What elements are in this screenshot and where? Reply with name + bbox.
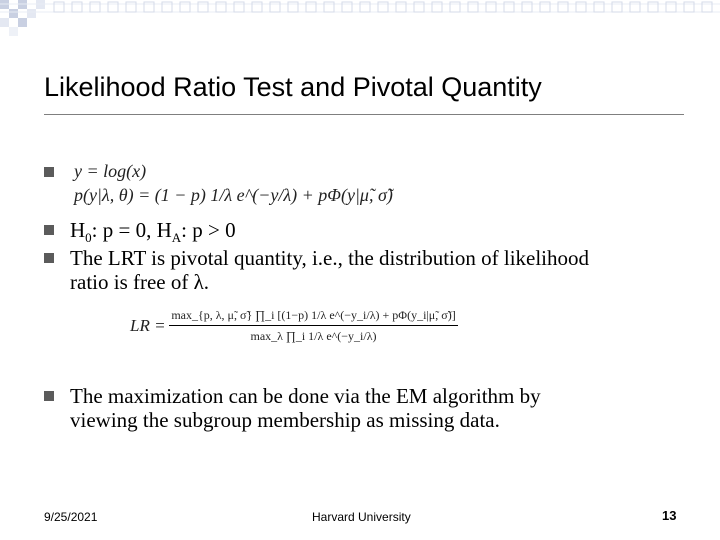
slide-title: Likelihood Ratio Test and Pivotal Quantity bbox=[44, 72, 542, 102]
footer-institution: Harvard University bbox=[312, 510, 411, 524]
square-bullet-icon bbox=[44, 225, 55, 236]
lr-fraction bbox=[169, 308, 457, 344]
em-text-line-2: viewing the subgroup membership as missing data. bbox=[70, 408, 500, 432]
likelihood-formula bbox=[74, 160, 393, 206]
decorative-checker-band bbox=[0, 0, 720, 45]
footer-date: 9/25/2021 bbox=[44, 510, 98, 524]
lr-denominator: max_λ ∏_i 1/λ e^(−y_i/λ) bbox=[250, 329, 377, 343]
title-divider bbox=[44, 114, 684, 115]
formula-line-2: p(y|λ, θ) = (1 − p) 1/λ e^(−y/λ) + pΦ(y|μ̃, σ̃) bbox=[74, 185, 393, 205]
h0-condition: : p = 0, H bbox=[91, 218, 172, 242]
lr-formula bbox=[130, 308, 458, 344]
ha-condition: : p > 0 bbox=[181, 218, 236, 242]
ha-subscript: A bbox=[171, 230, 182, 246]
square-bullet-icon bbox=[44, 391, 55, 402]
square-bullet-icon bbox=[44, 253, 55, 264]
square-bullet-icon bbox=[44, 167, 55, 178]
h0-letter: H bbox=[70, 218, 86, 242]
page-number: 13 bbox=[662, 508, 677, 523]
pivotal-text-line-1: The LRT is pivotal quantity, i.e., the distribution of likelihood bbox=[70, 246, 590, 270]
pivotal-text-line-2: ratio is free of λ. bbox=[70, 270, 210, 294]
formula-line-1: y = log(x) bbox=[74, 161, 147, 181]
lr-lhs: LR = bbox=[130, 316, 166, 335]
h0-subscript: 0 bbox=[85, 230, 92, 246]
lr-numerator: max_{p, λ, μ̃, σ̃} ∏_i [(1−p) 1/λ e^(−y_i/λ) + pΦ(y_i|μ̃, σ̃)] bbox=[169, 308, 457, 326]
em-text-line-1: The maximization can be done via the EM algorithm by bbox=[70, 384, 541, 408]
